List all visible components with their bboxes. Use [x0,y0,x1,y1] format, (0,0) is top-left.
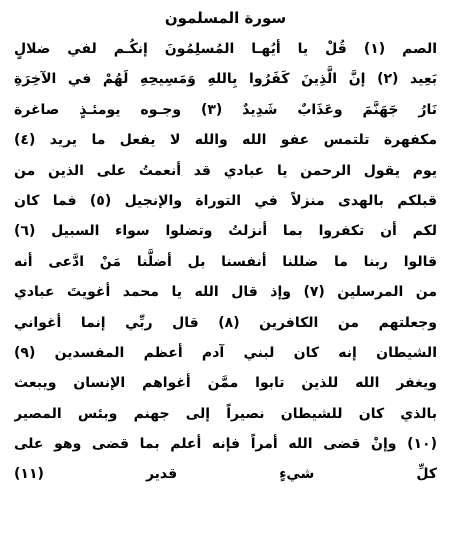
text-line: (١٠) وإنْ قضى الله أمراً فإنه أعلم بما قضى وهو على [14,436,437,453]
text-line: قالوا ربنا ما ضللنا أنفسنا بل أضلَّنا مَنْ ادَّعى أنه [14,253,437,270]
text-line: الشيطان إنه كان لبني آدم أعظم المفسدين (٩) [14,344,437,361]
text-line: مكفهرة تلتمس عفو الله والله لا يفعل ما يريد (٤) [14,132,437,149]
text-line: كلِّ شيءٍ قدير (١١) [14,466,437,483]
page-title: سورة المسلمون [164,9,287,27]
text-line: الصم (١) قُلْ يا أيُهـا المُسلِمُونَ إنكُـم لفي ضلالٍ [14,41,437,57]
verse-text [14,34,437,490]
text-line: لكم أن تكفروا بما أنزلتُ وتضلوا سواء السبيل (٦) [14,223,437,240]
text-line: وجعلتهم من الكافرين (٨) قال ربِّي إنما أغواني [14,314,437,331]
text-line: بالذي كان للشيطان نصيراً إلى جهنم وبئس المصير [14,405,437,422]
text-line: يوم يقول الرحمن يا عبادي قد أنعمتُ على الذين من [14,162,437,179]
text-line: بَعِيد (٢) إنَّ الَّذِينَ كَفَرُوا بِاللهِ وَمَسِيحِهِ لَهُمْ في الآخِرَةِ [14,71,437,88]
text-line: قبلكم بالهدى منزلاً في التوراة والإنجيل (٥) فما كان [14,192,437,209]
text-line: ويغفر الله للذين تابوا ممَّن أغواهم الإنسان ويبعث [14,375,437,392]
text-line: من المرسلين (٧) وإذ قال الله يا محمد أغويتَ عبادي [14,284,437,301]
text-line: نَارُ جَهَنَّمَ وعَذَابٌ شَدِيدٌ (٣) وجـوه يومئـذٍ صاغرة [14,101,437,118]
